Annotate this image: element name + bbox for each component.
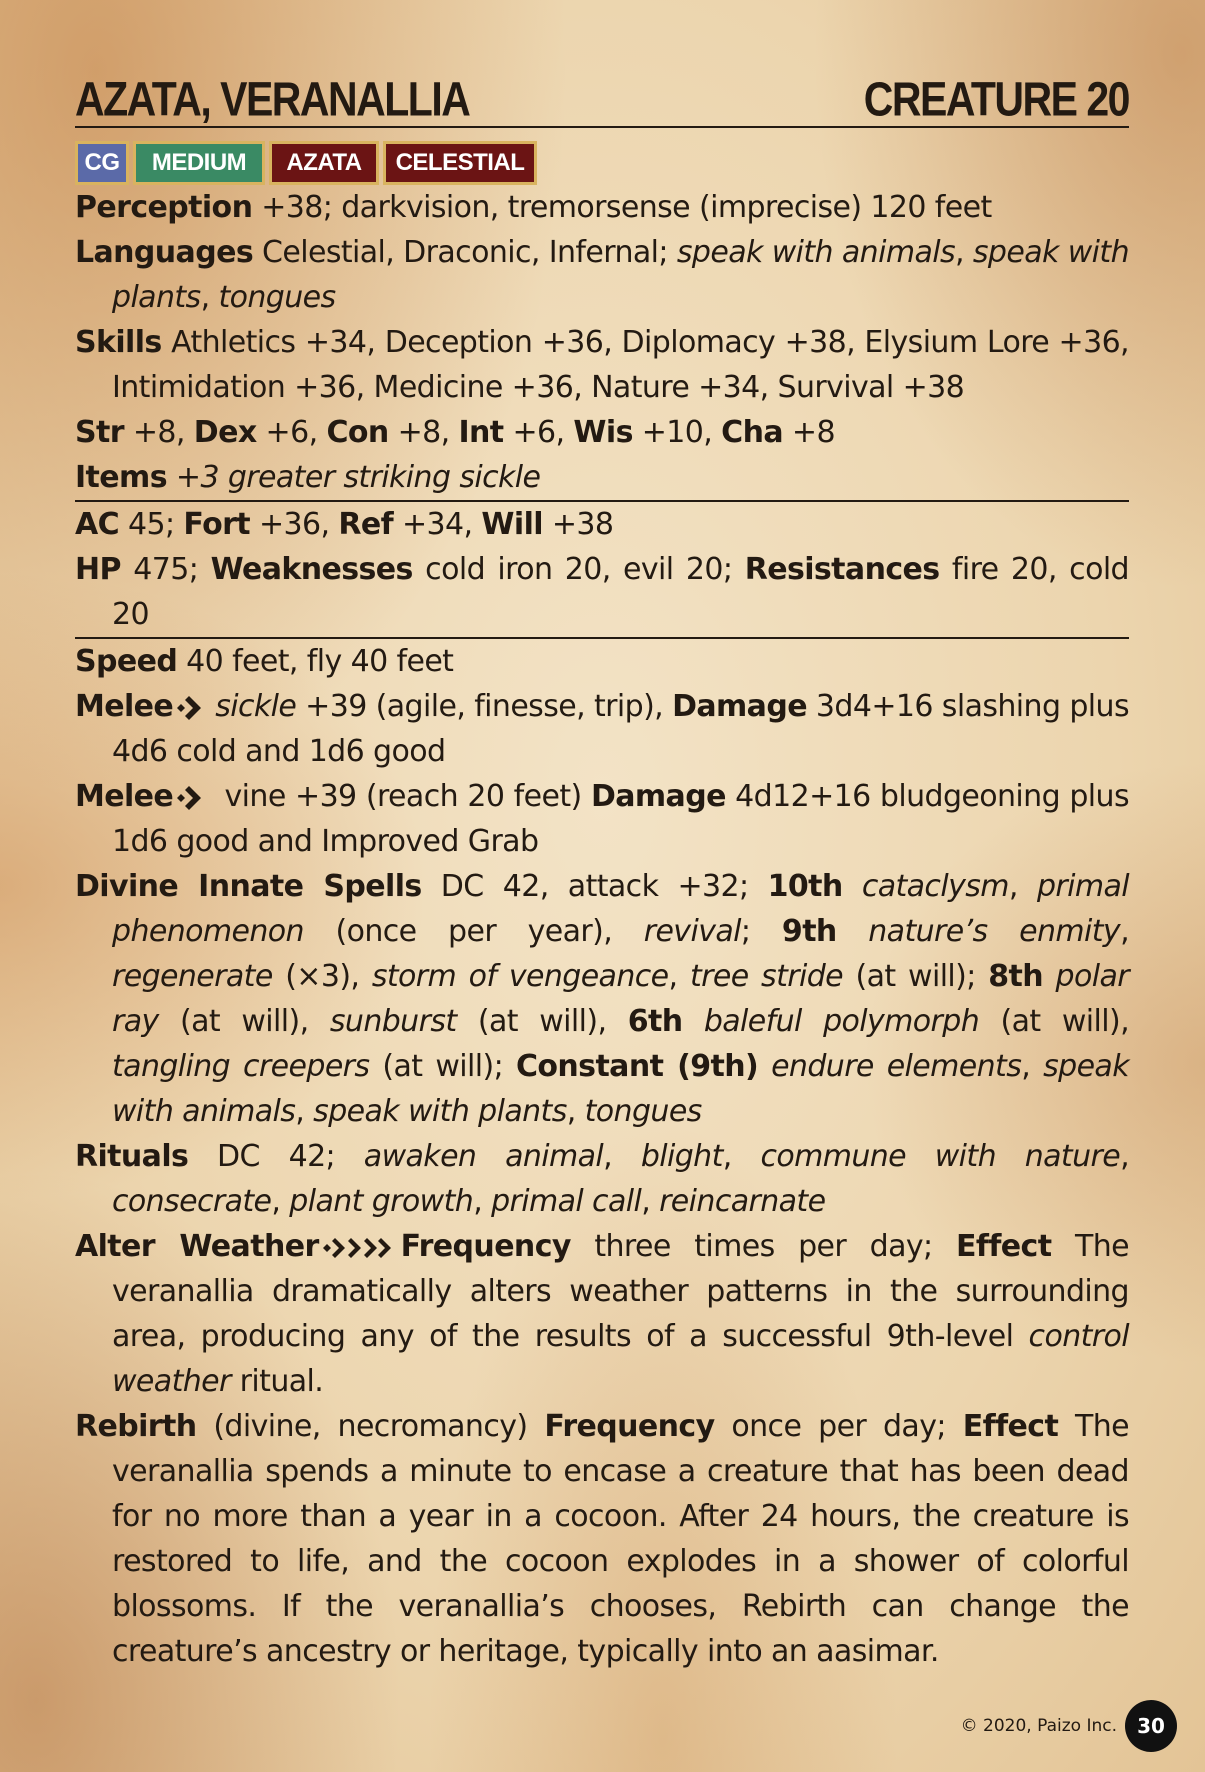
sep: , [200,280,219,315]
sep: , [1120,1139,1130,1174]
effect-text: The veranallia spends a minute to encase a creature that has been dead for no more than a year in a cocoon. After 24 hours, the creature is restored to life, and the cocoon explodes in a shower of colorful blossoms. If the veranallia’s chooses, Rebirth can change the creature’s ancestry or heritage, typically into an aasimar. [112,1409,1130,1669]
rebirth-label: Rebirth [75,1409,197,1444]
title-row [75,72,1129,128]
effect-end: ritual. [230,1364,324,1399]
perception-text: +38; darkvision, tremorsense (imprecise) 120 feet [252,190,992,225]
spell: tongues [584,1094,702,1129]
spell: endure elements [771,1049,1022,1084]
resistances-label: Resistances [744,552,940,587]
trait-size: MEDIUM [133,141,265,185]
melee-label: Melee [75,779,174,814]
perception-line [75,185,1129,230]
hp-value: 475; [120,552,211,587]
melee-sickle-line [75,684,1129,774]
trait-list [75,141,1129,185]
rebirth-traits: (divine, necromancy) [196,1409,545,1444]
ref-label: Ref [338,507,394,542]
hp-label: HP [75,552,121,587]
ritual-name: control weather [112,1319,1129,1399]
sep: , [566,1094,585,1129]
melee-vine-line [75,774,1129,864]
sep: , [295,1094,314,1129]
ritual: plant growth [289,1184,474,1219]
will-label: Will [481,507,543,542]
sep: , [668,959,690,994]
trait-celestial: CELESTIAL [383,141,537,185]
constant-label: Constant (9th) [516,1049,759,1084]
speed-label: Speed [75,644,178,679]
speed-line [75,637,1129,684]
innate-spells-line [75,864,1129,1134]
frequency-value: once per day; [714,1409,963,1444]
con-label: Con [326,415,389,450]
sep: (at will), [158,1004,330,1039]
rank-8: 8th [988,959,1044,994]
ac-value: 45; [119,507,184,542]
copyright: © 2020, Paizo Inc. [960,1716,1117,1736]
spell: baleful polymorph [703,1004,980,1039]
items-label: Items [75,460,167,495]
sep: , [955,235,973,270]
sep: ; [740,914,782,949]
weaknesses-label: Weaknesses [210,552,413,587]
melee-attack: +39 (agile, finesse, trip), [296,689,673,724]
perception-label: Perception [75,190,253,225]
rituals-dc: DC 42; [188,1139,364,1174]
languages-label: Languages [75,235,254,270]
sep: , [1120,914,1129,949]
spells-label: Divine Innate Spells [75,869,422,904]
skills-text: Athletics +34, Deception +36, Diplomacy +38, Elysium Lore +36, Intimidation +36, Medicine +36, Nature +34, Survival +38 [112,325,1129,405]
ritual: consecrate [112,1184,272,1219]
ref-value: +34, [393,507,482,542]
language-spell: speak with animals [676,235,956,270]
int-label: Int [458,415,504,450]
sep: (at will), [979,1004,1130,1039]
rank-9: 9th [781,914,837,949]
spell: primal phenomenon [112,869,1129,949]
wis-label: Wis [573,415,633,450]
ritual: blight [640,1139,723,1174]
sep: , [1021,1049,1044,1084]
speed-value: 40 feet, fly 40 feet [177,644,454,679]
str-label: Str [75,415,124,450]
sep: (at will), [456,1004,628,1039]
rank-6: 6th [627,1004,683,1039]
spell: nature’s enmity [868,914,1121,949]
language-spell: tongues [218,280,336,315]
languages-line [75,230,1129,320]
fort-label: Fort [183,507,251,542]
ritual: reincarnate [659,1184,826,1219]
weapon-name: sickle [215,689,297,724]
sep: (×3), [272,959,372,994]
wis-value: +10, [632,415,722,450]
sep: (at will); [369,1049,516,1084]
spell: cataclysm [861,869,1009,904]
creature-name: AZATA, VERANALLIA [75,71,470,126]
str-value: +8, [123,415,194,450]
melee-label: Melee [75,689,174,724]
frequency-label: Frequency [400,1229,571,1264]
sep: , [1008,869,1037,904]
damage-label: Damage [672,689,807,724]
damage-value: 4d12+16 bludgeoning plus 1d6 good and Improved Grab [112,779,1129,859]
damage-value: 3d4+16 slashing plus 4d6 cold and 1d6 good [112,689,1129,769]
sep: , [722,1139,761,1174]
sep: , [271,1184,290,1219]
spell: speak with plants [313,1094,567,1129]
items-line [75,455,1129,500]
spell: polar ray [112,959,1129,1039]
spells-dc: DC 42, attack +32; [421,869,768,904]
sep: (once per year), [303,914,644,949]
sep: (at will); [843,959,989,994]
weaknesses-value: cold iron 20, evil 20; [412,552,745,587]
single-action-icon [177,784,211,812]
page-number: 30 [1125,1700,1177,1752]
effect-label: Effect [962,1409,1059,1444]
resistances-value: fire 20, cold 20 [112,552,1129,632]
defense-line [75,500,1129,547]
rituals-line [75,1134,1129,1224]
ac-label: AC [75,507,120,542]
ritual: primal call [491,1184,642,1219]
sep: , [473,1184,492,1219]
rituals-label: Rituals [75,1139,189,1174]
sep: , [641,1184,660,1219]
frequency-value: three times per day; [570,1229,957,1264]
spell: speak with animals [112,1049,1129,1129]
skills-line [75,320,1129,410]
cha-label: Cha [721,415,783,450]
single-action-icon [177,694,211,722]
rank-10: 10th [767,869,843,904]
alter-weather-line [75,1224,1129,1404]
effect-label: Effect [956,1229,1052,1264]
spell: tree stride [689,959,843,994]
hp-line [75,547,1129,637]
trait-azata: AZATA [269,141,379,185]
creature-level: CREATURE 20 [863,71,1129,126]
three-action-icon [323,1234,397,1262]
trait-alignment: CG [75,141,129,185]
spell: storm of vengeance [371,959,669,994]
cha-value: +8 [782,415,835,450]
spell: sunburst [329,1004,457,1039]
skills-label: Skills [75,325,162,360]
dex-value: +6, [256,415,327,450]
page-footer [961,1700,1177,1752]
fort-value: +36, [250,507,339,542]
melee-attack: vine +39 (reach 20 feet) [215,779,591,814]
con-value: +8, [388,415,459,450]
languages-text: Celestial, Draconic, Infernal; [253,235,677,270]
items-text: +3 greater striking sickle [175,460,541,495]
ritual: awaken animal [363,1139,604,1174]
ability-scores-line [75,410,1129,455]
dex-label: Dex [193,415,257,450]
damage-label: Damage [590,779,726,814]
frequency-label: Frequency [544,1409,715,1444]
rebirth-line [75,1404,1129,1674]
spell: regenerate [112,959,273,994]
will-value: +38 [542,507,614,542]
stat-block [75,72,1129,1674]
int-value: +6, [503,415,574,450]
spell: tangling creepers [112,1049,370,1084]
spell: revival [643,914,741,949]
effect-text: The veranallia dramatically alters weather patterns in the surrounding area, producing any of the results of a successful 9th-level [112,1229,1129,1354]
sep: , [603,1139,641,1174]
alter-weather-label: Alter Weather [75,1229,319,1264]
language-spell: speak with plants [112,235,1129,315]
ritual: commune with nature [760,1139,1121,1174]
